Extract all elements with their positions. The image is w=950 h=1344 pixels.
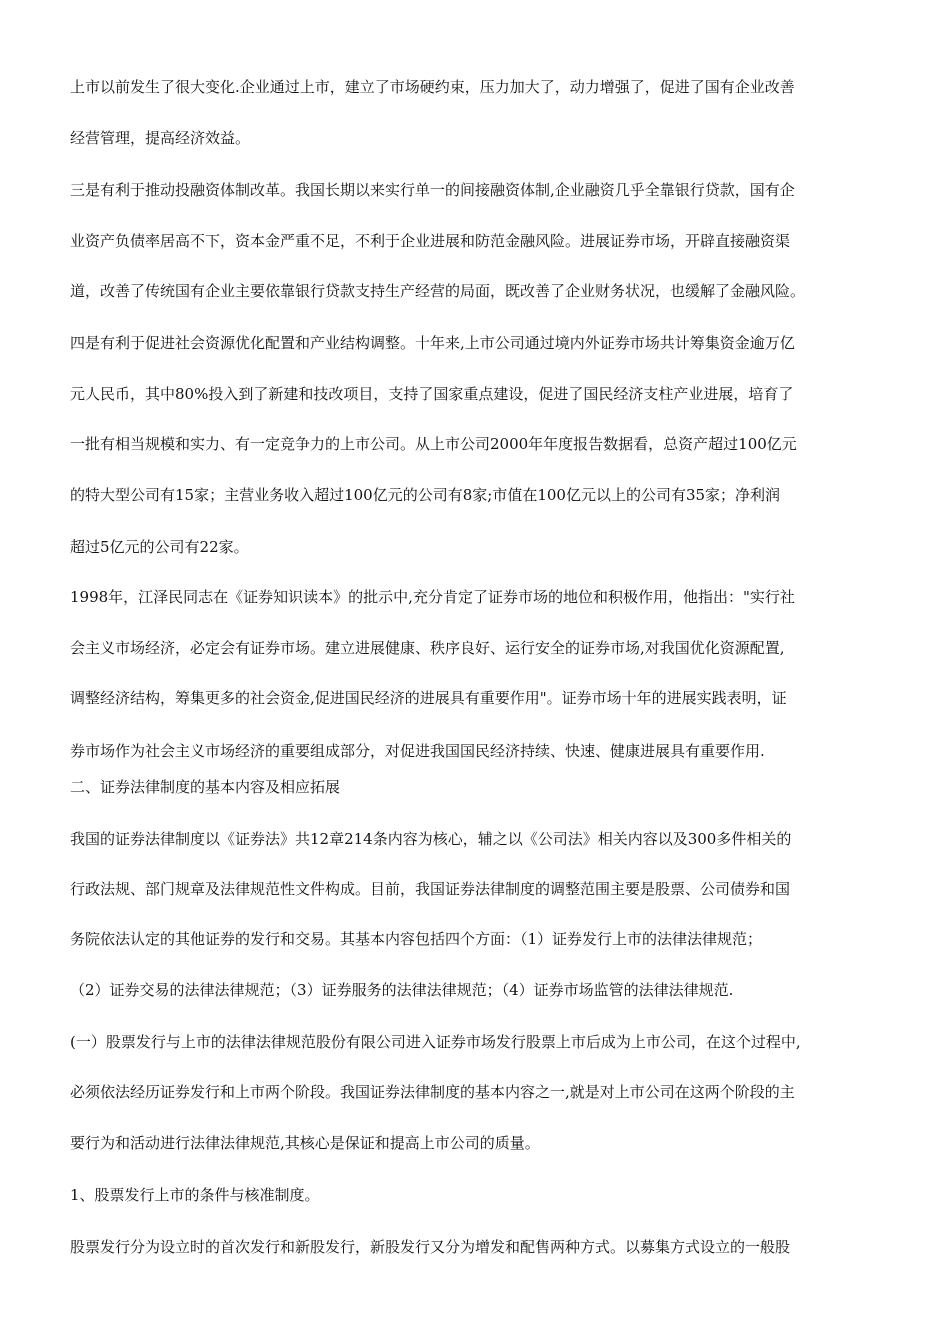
text-line: 要行为和活动进行法律法律规范,其核心是保证和提高上市公司的质量。	[70, 1134, 540, 1152]
text-line: 三是有利于推动投融资体制改革。我国长期以来实行单一的间接融资体制,企业融资几乎全靠银行贷款，国有企	[70, 181, 795, 199]
text-line: 务院依法认定的其他证券的发行和交易。其基本内容包括四个方面：（1）证券发行上市的法律法律规范；	[70, 930, 763, 948]
text-line: 四是有利于促进社会资源优化配置和产业结构调整。十年来,上市公司通过境内外证券市场共计筹集资金逾万亿	[70, 334, 795, 352]
text-line: 经营管理，提高经济效益。	[70, 129, 251, 147]
text-line: 会主义市场经济，必定会有证券市场。建立进展健康、秩序良好、运行安全的证券市场,对我国优化资源配置,	[70, 639, 785, 657]
text-line: （2）证券交易的法律法律规范；（3）证券服务的法律法律规范；（4）证券市场监管的法律法律规范.	[70, 981, 734, 999]
text-line: 1998年，江泽民同志在《证券知识读本》的批示中,充分肯定了证券市场的地位和积极作用，他指出："实行社	[70, 588, 795, 606]
text-line: 业资产负债率居高不下，资本金严重不足，不利于企业进展和防范金融风险。进展证券市场，开辟直接融资渠	[70, 232, 791, 250]
section-heading: 二、证券法律制度的基本内容及相应拓展	[70, 778, 341, 796]
text-line: (一）股票发行与上市的法律法律规范股份有限公司进入证券市场发行股票上市后成为上市公司，在这个过程中,	[70, 1033, 801, 1051]
text-line: 调整经济结构，筹集更多的社会资金,促进国民经济的进展具有重要作用"。证券市场十年的进展实践表明，证	[70, 689, 787, 707]
text-line: 超过5亿元的公司有22家。	[70, 538, 249, 556]
text-line: 股票发行分为设立时的首次发行和新股发行，新股发行又分为增发和配售两种方式。以募集方式设立的一般股	[70, 1238, 791, 1256]
text-line: 一批有相当规模和实力、有一定竞争力的上市公司。从上市公司2000年年度报告数据看，总资产超过100亿元	[70, 435, 797, 453]
subsection-heading: 1、股票发行上市的条件与核准制度。	[70, 1186, 320, 1204]
text-line: 我国的证券法律制度以《证券法》共12章214条内容为核心，辅之以《公司法》相关内容以及300多件相关的	[70, 830, 792, 848]
text-line: 必须依法经历证券发行和上市两个阶段。我国证券法律制度的基本内容之一,就是对上市公司在这两个阶段的主	[70, 1083, 795, 1101]
text-line: 行政法规、部门规章及法律规范性文件构成。目前，我国证券法律制度的调整范围主要是股票、公司债券和国	[70, 880, 791, 898]
text-line: 道，改善了传统国有企业主要依靠银行贷款支持生产经营的局面，既改善了企业财务状况，也缓解了金融风险。	[70, 282, 806, 300]
text-line: 的特大型公司有15家；主营业务收入超过100亿元的公司有8家;市值在100亿元以上的公司有35家；净利润	[70, 486, 781, 504]
text-line: 券市场作为社会主义市场经济的重要组成部分，对促进我国国民经济持续、快速、健康进展具有重要作用.	[70, 742, 765, 760]
text-line: 上市以前发生了很大变化.企业通过上市，建立了市场硬约束，压力加大了，动力增强了，促进了国有企业改善	[70, 78, 795, 96]
text-line: 元人民币，其中80%投入到了新建和技改项目，支持了国家重点建设，促进了国民经济支柱产业进展，培育了	[70, 385, 794, 403]
